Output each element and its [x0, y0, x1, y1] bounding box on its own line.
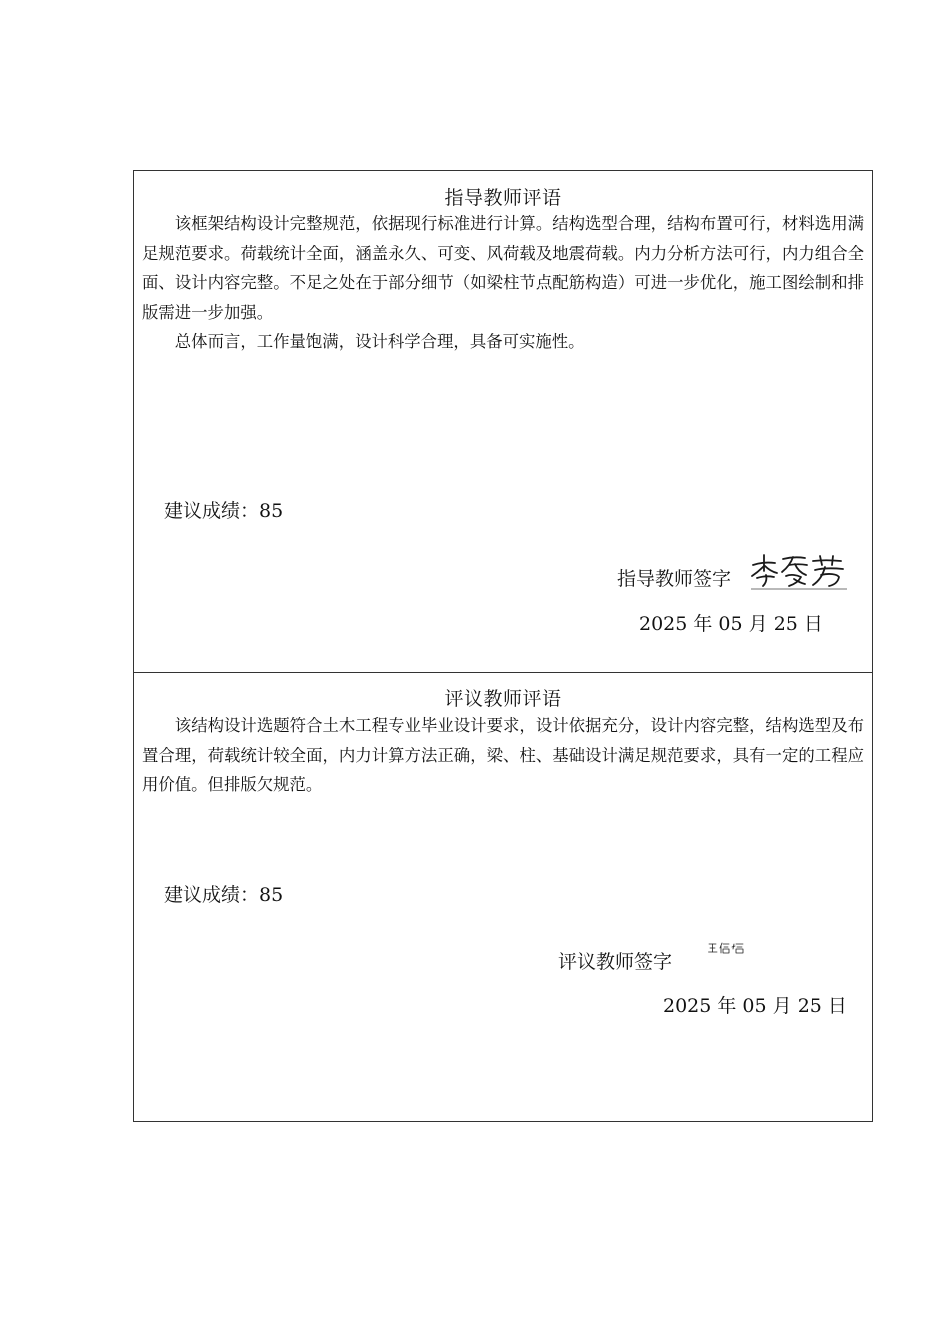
advisor-signature-label: 指导教师签字 [617, 568, 732, 590]
evaluation-form-table [133, 170, 873, 1122]
advisor-comment-section [134, 171, 872, 673]
reviewer-section-title: 评议教师评语 [444, 688, 562, 710]
advisor-sign-date: 2025 年 05 月 25 日 [639, 613, 823, 635]
reviewer-sign-date: 2025 年 05 月 25 日 [663, 995, 847, 1017]
advisor-comment-paragraph: 该框架结构设计完整规范，依据现行标准进行计算。结构选型合理，结构布置可行，材料选用满足规范要求。荷载统计全面，涵盖永久、可变、风荷载及地震荷载。内力分析方法可行，内力组合全面、设计内容完整。不足之处在于部分细节（如梁柱节点配筋构造）可进一步优化，施工图绘制和排版需进一步加强。 [142, 214, 864, 322]
reviewer-comment-body [142, 711, 864, 800]
reviewer-comment-section [134, 673, 872, 1121]
reviewer-suggested-grade: 建议成绩：85 [164, 884, 284, 906]
advisor-section-title: 指导教师评语 [444, 187, 562, 209]
reviewer-signature-label: 评议教师签字 [558, 951, 673, 973]
advisor-handwritten-signature [749, 551, 849, 593]
advisor-comment-body [142, 209, 864, 357]
advisor-comment-paragraph: 总体而言，工作量饱满，设计科学合理，具备可实施性。 [174, 332, 585, 351]
reviewer-comment-paragraph: 该结构设计选题符合土木工程专业毕业设计要求，设计依据充分，设计内容完整，结构选型及布置合理，荷载统计较全面，内力计算方法正确，梁、柱、基础设计满足规范要求，具有一定的工程应用价值。但排版欠规范。 [142, 716, 864, 794]
advisor-suggested-grade: 建议成绩：85 [164, 500, 284, 522]
reviewer-handwritten-signature [707, 939, 747, 957]
